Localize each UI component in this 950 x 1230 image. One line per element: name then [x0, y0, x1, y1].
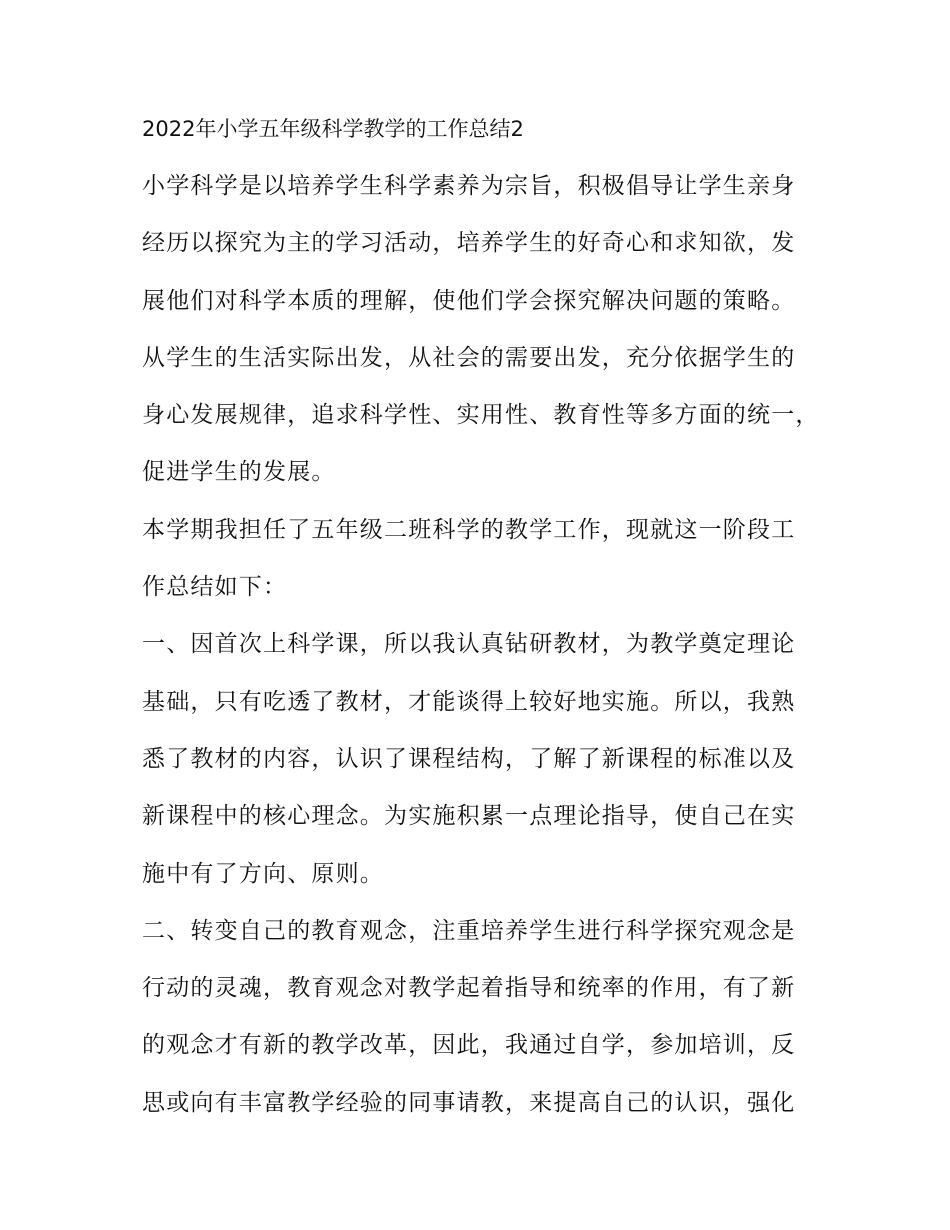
body-line: 新课程中的核心理念。为实施积累一点理论指导，使自己在实: [142, 803, 796, 830]
body-line: 从学生的生活实际出发，从社会的需要出发，充分依据学生的: [142, 344, 796, 371]
body-line: 行动的灵魂，教育观念对教学起着指导和统率的作用，有了新: [142, 975, 796, 1002]
body-line: 基础，只有吃透了教材，才能谈得上较好地实施。所以，我熟: [142, 688, 796, 715]
body-line: 身心发展规律，追求科学性、实用性、教育性等多方面的统一，: [142, 402, 820, 429]
document-body: [142, 158, 832, 1132]
body-line: 二、转变自己的教育观念，注重培养学生进行科学探究观念是: [142, 917, 796, 944]
body-line: 的观念才有新的教学改革，因此，我通过自学，参加培训，反: [142, 1032, 796, 1059]
body-line: 作总结如下：: [142, 574, 288, 601]
body-line: 思或向有丰富教学经验的同事请教，来提高自己的认识，强化: [142, 1089, 796, 1116]
body-line: 一、因首次上科学课，所以我认真钻研教材，为教学奠定理论: [142, 631, 796, 658]
document-title: 2022年小学五年级科学教学的工作总结2: [142, 117, 524, 141]
body-line: 悉了教材的内容，认识了课程结构，了解了新课程的标准以及: [142, 745, 796, 772]
body-line: 促进学生的发展。: [142, 459, 336, 486]
body-line: 本学期我担任了五年级二班科学的教学工作，现就这一阶段工: [142, 516, 796, 543]
body-line: 经历以探究为主的学习活动，培养学生的好奇心和求知欲，发: [142, 230, 796, 257]
body-line: 施中有了方向、原则。: [142, 860, 384, 887]
body-line: 小学科学是以培养学生科学素养为宗旨，积极倡导让学生亲身: [142, 173, 796, 199]
body-line: 展他们对科学本质的理解，使他们学会探究解决问题的策略。: [142, 287, 796, 314]
